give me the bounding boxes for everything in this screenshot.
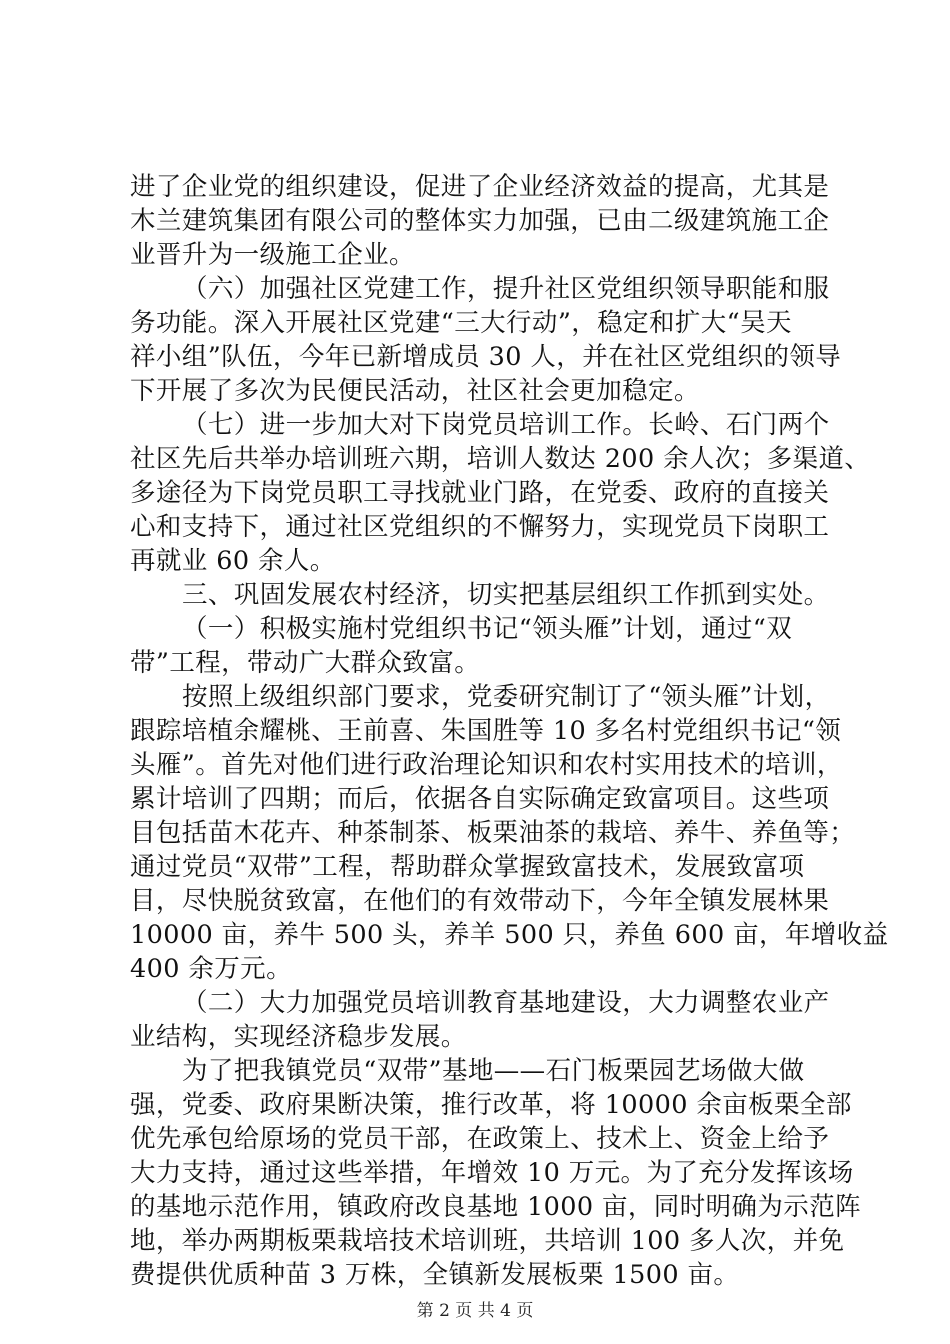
section-heading: 三、巩固发展农村经济，切实把基层组织工作抓到实处。 — [182, 580, 830, 610]
page-footer: 第 2 页 共 4 页 — [416, 1301, 534, 1321]
text-line: 多途径为下岗党员职工寻找就业门路，在党委、政府的直接关 — [130, 478, 830, 508]
text-line: 跟踪培植余耀桃、王前喜、朱国胜等 10 多名村党组织书记“领 — [130, 716, 842, 746]
text-line: 目，尽快脱贫致富，在他们的有效带动下，今年全镇发展林果 — [130, 886, 830, 916]
text-line: 务功能。深入开展社区党建“三大行动”，稳定和扩大“吴天 — [130, 308, 792, 338]
text-line: 社区先后共举办培训班六期，培训人数达 200 余人次；多渠道、 — [130, 444, 871, 474]
text-line: 业晋升为一级施工企业。 — [130, 240, 415, 270]
text-line: 带”工程，带动广大群众致富。 — [130, 648, 481, 678]
text-line: 业结构，实现经济稳步发展。 — [130, 1022, 467, 1052]
text-line: 费提供优质种苗 3 万株，全镇新发展板栗 1500 亩。 — [130, 1260, 740, 1290]
paragraph-start: 按照上级组织部门要求，党委研究制订了“领头雁”计划， — [182, 682, 831, 712]
text-line: 祥小组”队伍，今年已新增成员 30 人，并在社区党组织的领导 — [130, 342, 842, 372]
paragraph-heading: （一）积极实施村党组织书记“领头雁”计划，通过“双 — [182, 614, 793, 644]
text-line: 地，举办两期板栗栽培技术培训班，共培训 100 多人次，并免 — [130, 1226, 845, 1256]
text-line: 下开展了多次为民便民活动，社区社会更加稳定。 — [130, 376, 700, 406]
text-line: 强，党委、政府果断决策，推行改革，将 10000 余亩板栗全部 — [130, 1090, 852, 1120]
text-line: 头雁”。首先对他们进行政治理论知识和农村实用技术的培训， — [130, 750, 843, 780]
text-line: 优先承包给原场的党员干部，在政策上、技术上、资金上给予 — [130, 1124, 830, 1154]
text-line: 通过党员“双带”工程，帮助群众掌握致富技术，发展致富项 — [130, 852, 805, 882]
text-line: 再就业 60 余人。 — [130, 546, 336, 576]
text-line: 目包括苗木花卉、种茶制茶、板栗油茶的栽培、养牛、养鱼等； — [130, 818, 856, 848]
paragraph-start: 为了把我镇党员“双带”基地——石门板栗园艺场做大做 — [182, 1056, 805, 1086]
paragraph-heading: （六）加强社区党建工作，提升社区党组织领导职能和服 — [182, 274, 830, 304]
text-line: 进了企业党的组织建设，促进了企业经济效益的提高，尤其是 — [130, 172, 830, 202]
text-line: 10000 亩，养牛 500 头，养羊 500 只，养鱼 600 亩，年增收益 — [130, 920, 889, 950]
paragraph-heading: （七）进一步加大对下岗党员培训工作。长岭、石门两个 — [182, 410, 830, 440]
text-line: 400 余万元。 — [130, 954, 292, 984]
text-line: 心和支持下，通过社区党组织的不懈努力，实现党员下岗职工 — [130, 512, 830, 542]
text-line: 累计培训了四期；而后，依据各自实际确定致富项目。这些项 — [130, 784, 830, 814]
text-line: 木兰建筑集团有限公司的整体实力加强，已由二级建筑施工企 — [130, 206, 830, 236]
paragraph-heading: （二）大力加强党员培训教育基地建设，大力调整农业产 — [182, 988, 830, 1018]
text-line: 的基地示范作用，镇政府改良基地 1000 亩，同时明确为示范阵 — [130, 1192, 862, 1222]
text-line: 大力支持，通过这些举措，年增效 10 万元。为了充分发挥该场 — [130, 1158, 854, 1188]
